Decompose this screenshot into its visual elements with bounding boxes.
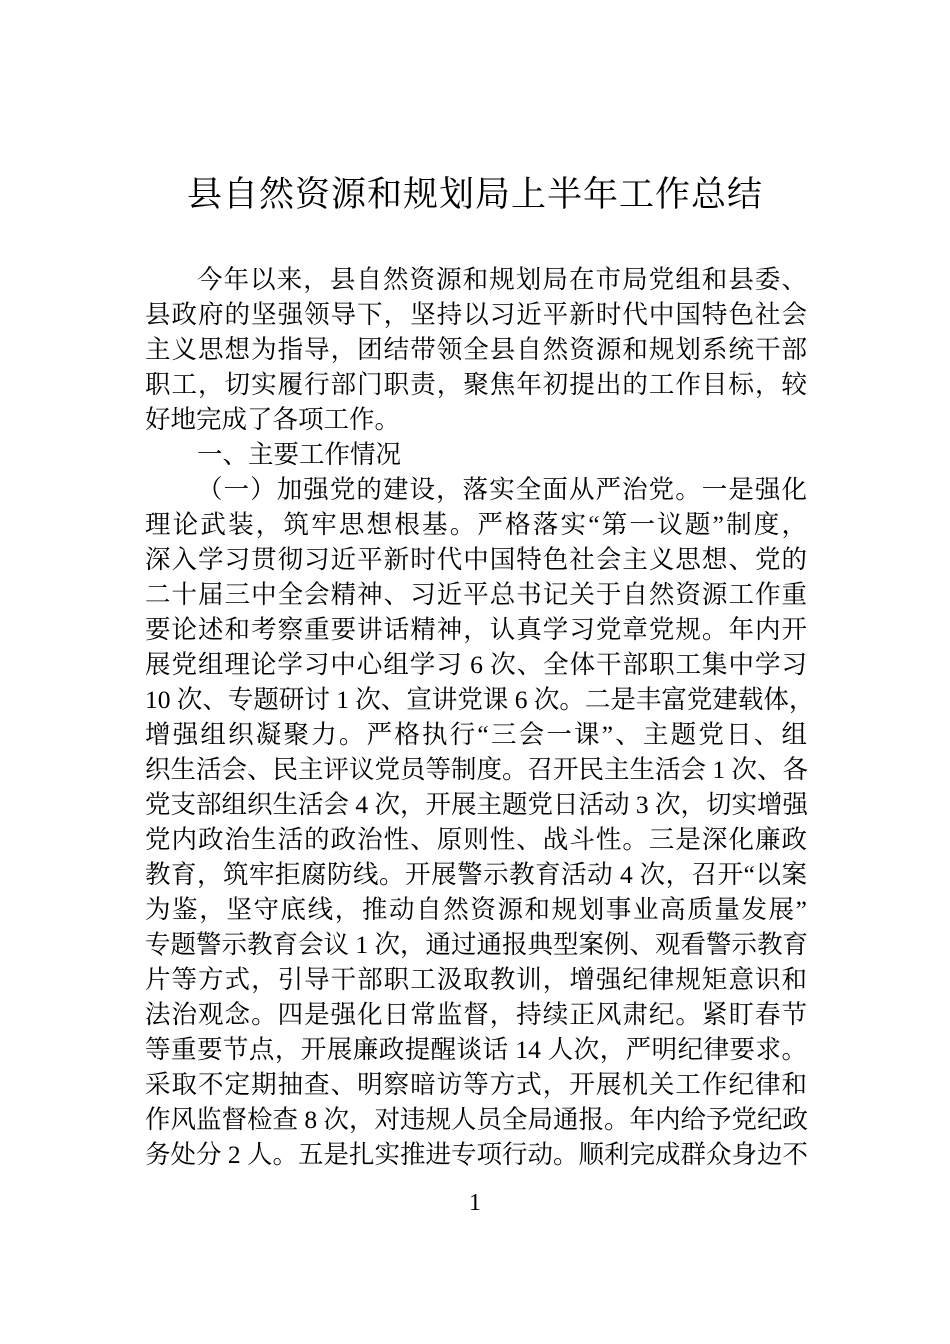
text-line: 好地完成了各项工作。 — [145, 405, 401, 434]
document-title: 县自然资源和规划局上半年工作总结 — [186, 175, 763, 215]
text-line: 展党组理论学习中心组学习 6 次、全体干部职工集中学习 — [145, 650, 807, 679]
text-line: 等重要节点，开展廉政提醒谈话 14 人次，严明纪律要求。 — [145, 1035, 807, 1064]
document-body — [145, 262, 815, 1172]
text-line: 作风监督检查 8 次，对违规人员全局通报。年内给予党纪政 — [145, 1105, 809, 1134]
text-line: 织生活会、民主评议党员等制度。召开民主生活会 1 次、各 — [145, 755, 809, 784]
text-line: （一）加强党的建设，落实全面从严治党。一是强化 — [197, 475, 807, 504]
text-line: 10 次、专题研讨 1 次、宣讲党课 6 次。二是丰富党建载体， — [145, 685, 815, 714]
text-line: 今年以来，县自然资源和规划局在市局党组和县委、 — [197, 265, 807, 294]
text-line: 县政府的坚强领导下，坚持以习近平新时代中国特色社会 — [145, 300, 807, 329]
text-line: 要论述和考察重要讲话精神，认真学习党章党规。年内开 — [145, 615, 807, 644]
text-line: 二十届三中全会精神、习近平总书记关于自然资源工作重 — [145, 580, 807, 609]
text-line: 职工，切实履行部门职责，聚焦年初提出的工作目标，较 — [145, 370, 807, 399]
text-line: 务处分 2 人。五是扎实推进专项行动。顺利完成群众身边不 — [145, 1140, 809, 1169]
text-line: 教育，筑牢拒腐防线。开展警示教育活动 4 次，召开“以案 — [145, 860, 807, 889]
text-line: 一、主要工作情况 — [197, 440, 402, 469]
page-number: 1 — [469, 1190, 481, 1216]
text-line: 党内政治生活的政治性、原则性、战斗性。三是深化廉政 — [145, 825, 807, 854]
text-line: 党支部组织生活会 4 次，开展主题党日活动 3 次，切实增强 — [145, 790, 809, 819]
text-line: 深入学习贯彻习近平新时代中国特色社会主义思想、党的 — [145, 545, 807, 574]
text-line: 专题警示教育会议 1 次，通过通报典型案例、观看警示教育 — [145, 930, 809, 959]
text-line: 片等方式，引导干部职工汲取教训，增强纪律规矩意识和 — [145, 965, 807, 994]
text-line: 为鉴，坚守底线，推动自然资源和规划事业高质量发展” — [145, 895, 807, 924]
text-line: 理论武装，筑牢思想根基。严格落实“第一议题”制度， — [145, 510, 807, 539]
text-line: 主义思想为指导，团结带领全县自然资源和规划系统干部 — [145, 335, 807, 364]
text-line: 法治观念。四是强化日常监督，持续正风肃纪。紧盯春节 — [145, 1000, 807, 1029]
text-line: 采取不定期抽查、明察暗访等方式，开展机关工作纪律和 — [145, 1070, 807, 1099]
text-line: 增强组织凝聚力。严格执行“三会一课”、主题党日、组 — [145, 720, 807, 749]
